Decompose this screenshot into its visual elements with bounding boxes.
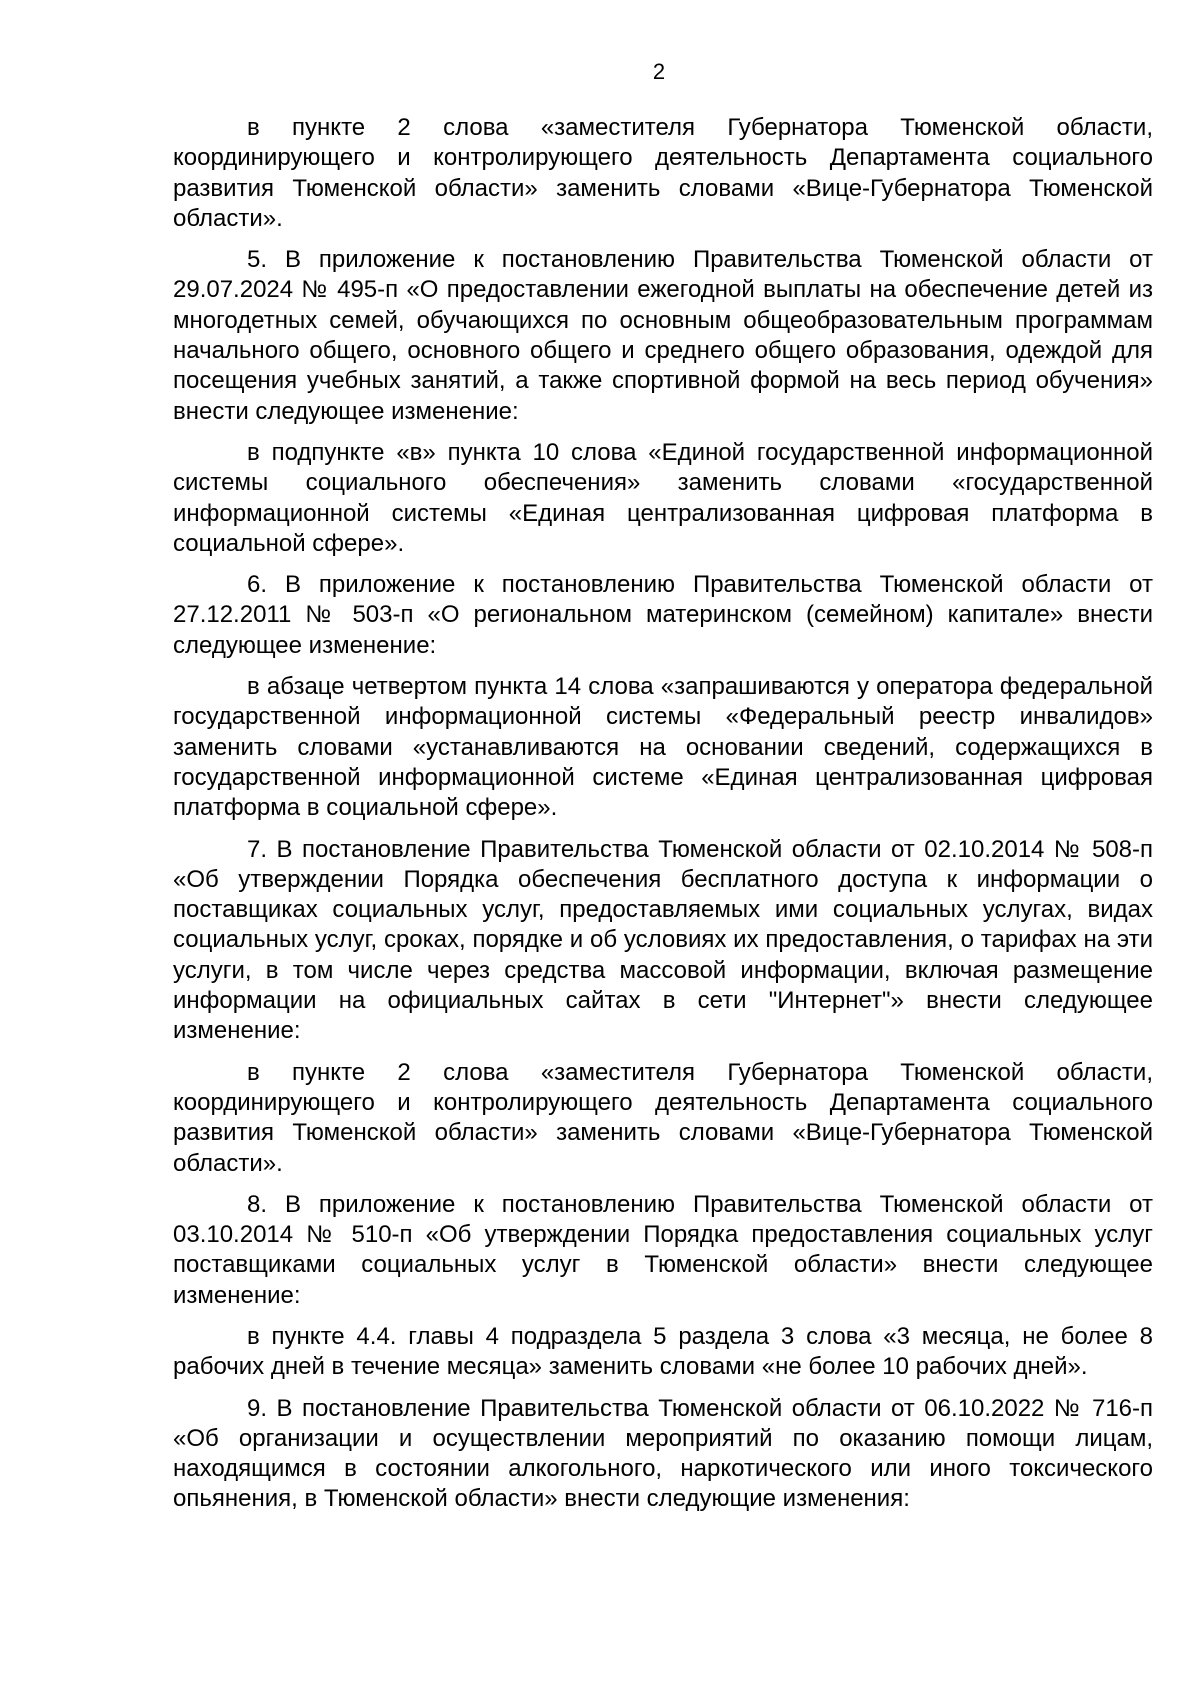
paragraph: 7. В постановление Правительства Тюменской области от 02.10.2014 № 508-п «Об утверждении Порядка обеспечения бесплатного доступа к информации о поставщиках социальных услуг, предоставляемых ими социальных услугах, видах социальных услуг, сроках, порядке и об условиях их предоставления, о тарифах на эти услуги, в том числе через средства массовой информации, включая размещение информации на официальных сайтах в сети "Интернет"» внести следующее изменение: bbox=[173, 835, 1153, 1045]
paragraph: 5. В приложение к постановлению Правительства Тюменской области от 29.07.2024 № 495-п «О предоставлении ежегодной выплаты на обеспечение детей из многодетных семей, обучающихся по основным общеобразовательным программам начального общего, основного общего и среднего общего образования, одеждой для посещения учебных занятий, а также спортивной формой на весь период обучения» внести следующее изменение: bbox=[173, 246, 1153, 425]
paragraph: в абзаце четвертом пункта 14 слова «запрашиваются у оператора федеральной государственной информационной системы «Федеральный реестр инвалидов» заменить словами «устанавливаются на основании сведений, содержащихся в государственной информационной системе «Единая централизованная цифровая платформа в социальной сфере». bbox=[173, 673, 1153, 822]
paragraph: 8. В приложение к постановлению Правительства Тюменской области от 03.10.2014 № 510-п «Об утверждении Порядка предоставления социальных услуг поставщиками социальных услуг в Тюменской области» внести следующее изменение: bbox=[173, 1190, 1153, 1309]
document-body bbox=[173, 113, 1153, 1526]
page-number: 2 bbox=[652, 59, 666, 84]
paragraph: в пункте 2 слова «заместителя Губернатора Тюменской области, координирующего и контролирующего деятельность Департамента социального развития Тюменской области» заменить словами «Вице-Губернатора Тюменской области». bbox=[173, 114, 1153, 232]
paragraph: в подпункте «в» пункта 10 слова «Единой государственной информационной системы социального обеспечения» заменить словами «государственной информационной системы «Единая централизованная цифровая платформа в социальной сфере». bbox=[173, 438, 1153, 557]
paragraph: 9. В постановление Правительства Тюменской области от 06.10.2022 № 716-п «Об организации и осуществлении мероприятий по оказанию помощи лицам, находящимся в состоянии алкогольного, наркотического или иного токсического опьянения, в Тюменской области» внести следующие изменения: bbox=[173, 1394, 1153, 1513]
paragraph: 6. В приложение к постановлению Правительства Тюменской области от 27.12.2011 № 503-п «О региональном материнском (семейном) капитале» внести следующее изменение: bbox=[173, 571, 1153, 659]
paragraph: в пункте 4.4. главы 4 подраздела 5 раздела 3 слова «3 месяца, не более 8 рабочих дней в течение месяца» заменить словами «не более 10 рабочих дней». bbox=[173, 1322, 1153, 1381]
paragraph: в пункте 2 слова «заместителя Губернатора Тюменской области, координирующего и контролирующего деятельность Департамента социального развития Тюменской области» заменить словами «Вице-Губернатора Тюменской области». bbox=[173, 1058, 1153, 1177]
